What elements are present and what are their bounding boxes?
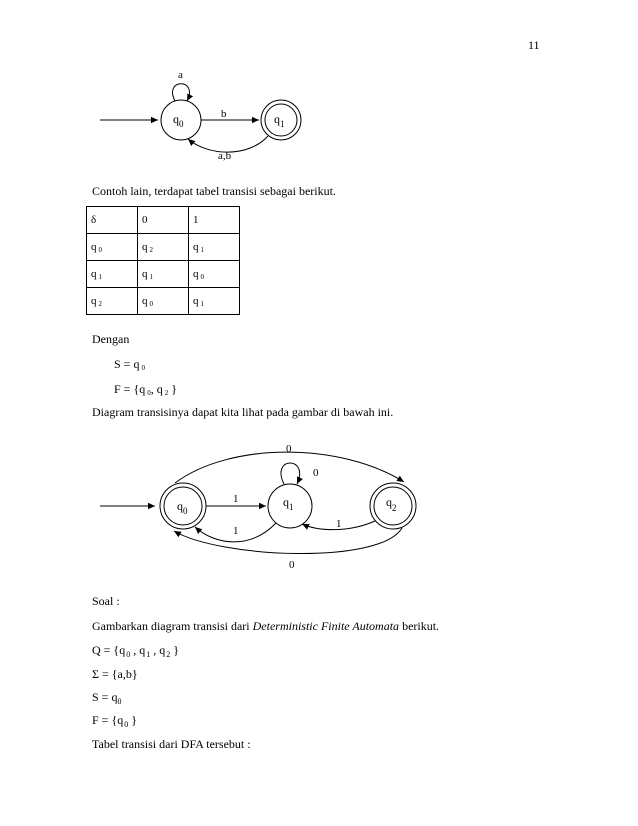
table-row xyxy=(87,261,240,288)
label-q0-q1: 1 xyxy=(233,493,239,505)
label-forward: b xyxy=(221,108,227,120)
state-q2-label: $q_2$ xyxy=(386,495,397,513)
edge-q0-q2 xyxy=(175,452,404,483)
final-states-def: F = {q $_0$, q $_2$ } xyxy=(114,382,177,397)
table-cell: q $_1$ xyxy=(138,261,189,288)
diagram-intro-text: Diagram transisinya dapat kita lihat pada gambar di bawah ini. xyxy=(92,405,394,419)
dengan-label: Dengan xyxy=(92,332,130,346)
soal-heading: Soal : xyxy=(92,594,120,608)
table-cell: q $_1$ xyxy=(87,261,138,288)
table-cell: q $_0$ xyxy=(87,234,138,261)
f-def: $F = \{q_0$ } xyxy=(92,713,137,729)
table-cell: q $_2$ xyxy=(138,234,189,261)
self-loop-q1 xyxy=(281,463,300,484)
state-q0-label: $q_0$ xyxy=(177,499,188,516)
label-q2-q0: 0 xyxy=(289,559,295,571)
header-cell: 1 xyxy=(189,207,240,234)
state-q1-label: $q_1$ xyxy=(283,495,294,512)
label-self-loop: a xyxy=(178,69,183,81)
self-loop-q0 xyxy=(173,84,190,101)
state-q0-label: $q_0$ xyxy=(173,112,184,129)
table-row xyxy=(87,234,240,261)
table-cell: q $_2$ xyxy=(87,288,138,315)
sigma-def: Σ = {a,b} xyxy=(92,667,138,681)
label-q1-q0: 1 xyxy=(233,525,239,537)
dfa-diagram-1 xyxy=(0,0,638,180)
page-number: 11 xyxy=(528,38,540,52)
s-def: $S = q_0$ xyxy=(92,690,122,706)
transition-table xyxy=(86,206,240,315)
state-q1-label: $q_1$ xyxy=(274,112,285,129)
table-cell: q $_0$ xyxy=(138,288,189,315)
header-cell: δ xyxy=(87,207,138,234)
label-top-arc: 0 xyxy=(286,443,292,455)
table-row xyxy=(87,288,240,315)
table-cell: q $_1$ xyxy=(189,234,240,261)
label-self-loop: 0 xyxy=(313,467,319,479)
task-text: Gambarkan diagram transisi dari Deterministic Finite Automata berikut. xyxy=(92,619,440,633)
table-cell: q $_1$ xyxy=(189,288,240,315)
q-set-def: $Q = \{q_0$ , $q_1$ , $q_2$ } xyxy=(92,643,179,659)
label-q2-q1: 1 xyxy=(336,518,342,530)
start-state-def: S = q $_0$ xyxy=(114,357,145,372)
intro-text: Contoh lain, terdapat tabel transisi sebagai berikut. xyxy=(92,184,336,198)
label-back: a,b xyxy=(218,150,232,162)
table-cell: q $_0$ xyxy=(189,261,240,288)
edge-q2-q0 xyxy=(174,528,402,554)
table-header-row xyxy=(87,207,240,234)
header-cell: 0 xyxy=(138,207,189,234)
dfa-diagram-2 xyxy=(0,430,638,580)
closing-text: Tabel transisi dari DFA tersebut : xyxy=(92,737,251,751)
